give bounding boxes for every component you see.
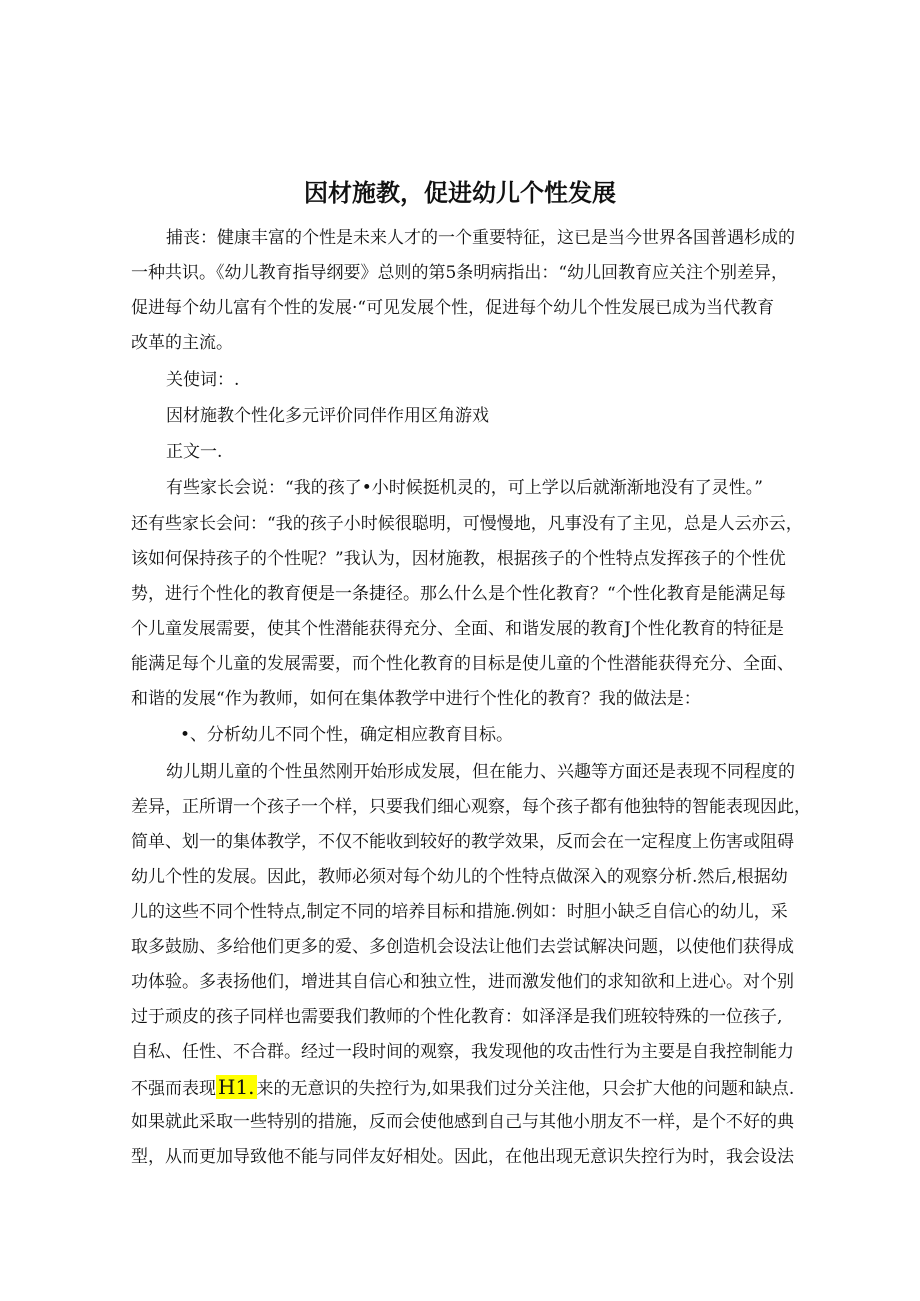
keywords: 因材施教个性化多元评价同伴作用区角游戏 (166, 406, 489, 426)
paragraph-line: 和谐的发展“作为教师，如何在集体教学中进行个性化的教育？我的做法是： (131, 689, 701, 709)
abstract-line: 一种共识。《幼儿教育指导纲要》总则的第5条明病指出：“幼儿回教育应关注个别差异， (131, 263, 789, 283)
paragraph-line: 简单、划一的集体教学，不仅不能收到较好的教学效果，反而会在一定程度上伤害或阻碍 (131, 832, 794, 852)
paragraph-line: 幼儿期儿童的个性虽然刚开始形成发展，但在能力、兴趣等方面还是表现不同程度的 (166, 762, 795, 782)
paragraph-line: 能满足每个儿童的发展需要，而个性化教育的目标是使儿童的个性潜能获得充分、全面、 (131, 654, 794, 674)
keywords-label: 关使词：. (166, 370, 240, 390)
paragraph-line: 有些家长会说：“我的孩了•小时候挺机灵的，可上学以后就渐渐地没有了灵性。” (166, 478, 763, 498)
abstract-line: 改革的主流。 (131, 333, 233, 353)
document-title: 因材施教，促进幼儿个性发展 (304, 179, 616, 207)
highlighted-mark: H1. (218, 1075, 255, 1099)
paragraph-line: 还有些家长会问：“我的孩子小时候很聪明，可慢慢地，凡事没有了主见，总是人云亦云， (131, 514, 803, 534)
paragraph-line: 自私、任性、不合群。经过一段时间的观察，我发现他的攻击性行为主要是自我控制能力 (131, 1042, 794, 1062)
body-label: 正文一. (166, 442, 223, 462)
paragraph-line: 该如何保持孩子的个性呢？”我认为，因材施教，根据孩子的个性特点发挥孩子的个性优 (131, 549, 786, 569)
paragraph-line: 功体验。多表扬他们，增进其自信心和独立性，进而激发他们的求知欲和上进心。对个别 (131, 972, 794, 992)
paragraph-line: 幼儿个性的发展。因此，教师必须对每个幼儿的个性特点做深入的观察分析.然后,根据幼 (131, 867, 788, 887)
paragraph-line: 差异，正所谓一个孩子一个样，只要我们细心观察，每个孩子都有他独特的智能表现因此， (131, 797, 811, 817)
section-heading: •、分析幼儿不同个性，确定相应教育目标。 (180, 725, 514, 745)
paragraph-line: 取多鼓励、多给他们更多的爱、多创造机会设法让他们去尝试解决问题，以使他们获得成 (131, 937, 794, 957)
abstract-line: 捕丧：健康丰富的个性是未来人才的一个重要特征，这已是当今世界各国普遇杉成的 (166, 228, 795, 248)
text-before-highlight: 不强而表现 (131, 1079, 216, 1099)
paragraph-line: 儿的这些不同个性特点,制定不同的培养目标和措施.例如：时胆小缺乏自信心的幼儿，采 (131, 902, 788, 922)
abstract-line: 促进每个幼儿富有个性的发展·“可见发展个性，促进每个幼儿个性发展已成为当代教育 (131, 298, 775, 318)
paragraph-line: 势，进行个性化的教育便是一条捷径。那么什么是个性化教育？“个性化教育是能满足每 (131, 584, 786, 604)
paragraph-line-highlighted (131, 1075, 794, 1101)
paragraph-line: 型，从而更加导致他不能与同伴友好相处。因此，在他出现无意识失控行为时，我会设法 (131, 1147, 794, 1167)
paragraph-line: 个儿童发展需要，使其个性潜能获得充分、全面、和谐发展的教育J个性化教育的特征是 (131, 619, 784, 639)
paragraph-line: 如果就此采取一些特别的措施，反而会使他感到自己与其他小朋友不一样，是个不好的典 (131, 1112, 794, 1132)
paragraph-line: 过于顽皮的孩子同样也需要我们教师的个性化教育：如泽泽是我们班较特殊的一位孩子, (131, 1007, 783, 1027)
text-after-highlight: 来的无意识的失控行为,如果我们过分关注他，只会扩大他的问题和缺点. (256, 1079, 795, 1099)
